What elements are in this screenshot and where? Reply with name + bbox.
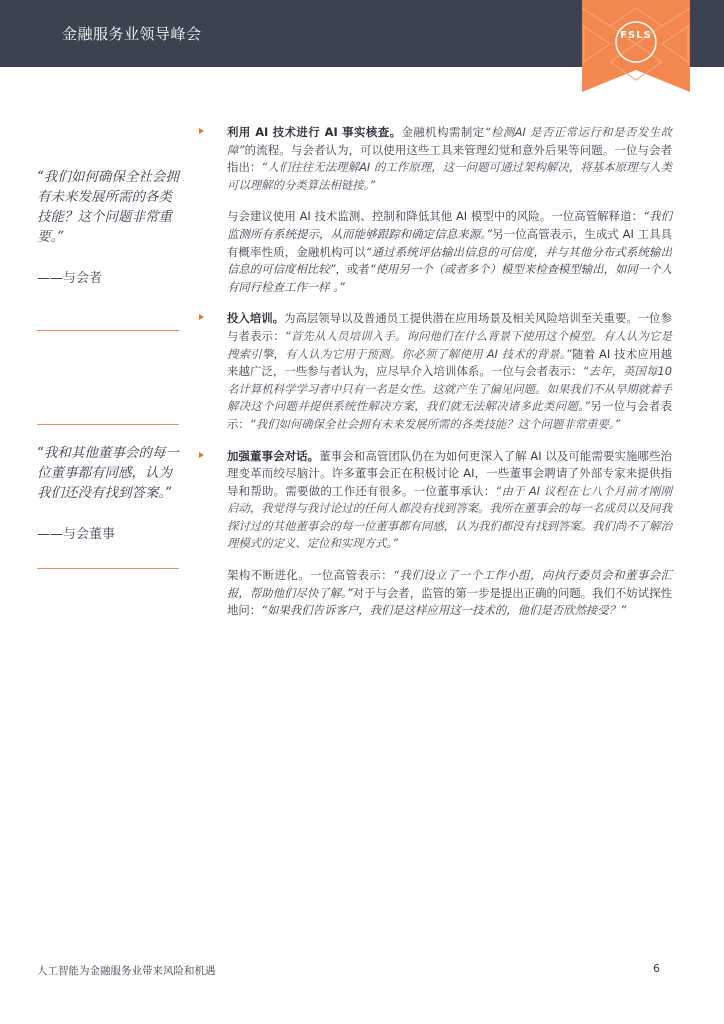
bullet-arrow-icon xyxy=(199,128,204,134)
bullet-quote: “去年，英国每10 名计算机科学学习者中只有一名是女性。这就产生了偏见问题。如果我们不从早期就着手解决这个问题并提供系统性解决方案，我们就无法解决诸多此类问题。” xyxy=(227,364,672,414)
bullet-quote: “首先从人员培训入手。询问他们在什么背景下使用这个模型。有人认为它是搜索引擎，有人认为它用于预测。你必须了解使用 AI 技术的背景。” xyxy=(227,328,672,361)
sidebar-quote-attribution: ——与会董事 xyxy=(37,527,116,542)
bullet-heading: 投入培训。 xyxy=(227,311,285,326)
paragraph-text: 对于与会者，监管的第一步是提出正确的问题。我们不妨试探性地问： xyxy=(227,585,672,618)
bullet-ai-fact-check xyxy=(227,124,672,194)
page-number: 6 xyxy=(653,962,660,975)
footer-title: 人工智能为金融服务业带来风险和机遇 xyxy=(37,965,216,977)
bullet-board-dialogue xyxy=(227,448,672,554)
paragraph xyxy=(227,208,672,296)
bullet-text: 董事会和高管团队仍在为如何更深入了解 AI 以及可能需要实施哪些治理变革而绞尽脑汁。许多董事会正在积极讨论 AI，一些董事会聘请了外部专家来提供指导和帮助。需要做的工作还有很多。一位董事承认： xyxy=(227,448,672,498)
badge-label: FSLS xyxy=(620,30,652,41)
sidebar-divider xyxy=(37,568,179,569)
sidebar-quote-2 xyxy=(37,443,179,545)
paragraph-text: ，或者 xyxy=(335,262,370,277)
main-content xyxy=(227,124,672,634)
bullet-text: 另一位与会者表示： xyxy=(227,399,672,431)
bullet-heading: 利用 AI 技术进行 AI 事实核查。 xyxy=(227,125,402,139)
sidebar-quote-text: “我们如何确保全社会拥有未来发展所需的各类技能？这个问题非常重要。” xyxy=(37,169,179,245)
paragraph-quote: “我们设立了一个工作小组，向执行委员会和董事会汇报，帮助他们尽快了解。” xyxy=(227,568,672,600)
bullet-text: 随着 AI 技术应用越来越广泛，一些参与者认为，应尽早介入培训体系。一位与会者表示： xyxy=(227,346,672,379)
badge-ribbon-shape xyxy=(582,0,690,92)
bullet-heading: 加强董事会对话。 xyxy=(227,448,320,463)
bullet-text: 的流程。与会者认为，可以使用这些工具来管理幻觉和意外后果等问题。一位与会者指出： xyxy=(227,142,672,175)
paragraph-quote: “我们监测所有系统提示，从而能够跟踪和确定信息来源。” xyxy=(227,209,672,241)
paragraph-text: 架构不断进化。一位高管表示： xyxy=(227,568,394,583)
paragraph-text: 与会建议使用 AI 技术监测、控制和降低其他 AI 模型中的风险。一位高管解释道： xyxy=(227,209,644,224)
bullet-quote: “检测AI 是否正常运行和是否发生故障” xyxy=(227,125,672,157)
bullet-quote: “我们如何确保全社会拥有未来发展所需的各类技能？这个问题非常重要。” xyxy=(249,416,621,431)
bullet-text: 金融机构需制定 xyxy=(401,125,485,139)
paragraph-text: 另一位高管表示，生成式 AI 工具具有概率性质，金融机构可以 xyxy=(227,226,672,259)
sidebar-divider xyxy=(37,330,179,331)
sidebar-divider xyxy=(37,424,179,425)
paragraph-quote: “使用另一个（或者多个）模型来检查模型输出，如同一个人有同行检查工作一样 。” xyxy=(227,262,672,294)
fsls-badge xyxy=(582,0,690,92)
bullet-arrow-icon xyxy=(199,314,204,320)
paragraph-quote: “如果我们告诉客户，我们是这样应用这一技术的，他们是否欣然接受？” xyxy=(261,603,627,618)
bullet-quote: “人们往往无法理解AI 的工作原理，这一问题可通过架构解决，将基本原理与人类可以理解的分类算法相链接。” xyxy=(227,160,672,192)
paragraph-quote: “通过系统评估输出信息的可信度，并与其他分布式系统输出信息的可信度相比较” xyxy=(227,244,672,277)
sidebar-quote-attribution: ——与会者 xyxy=(37,271,103,286)
bullet-quote: “由于 AI 议程在七八个月前才刚刚启动，我觉得与我讨论过的任何人都没有找到答案。我所在董事会的每一名成员以及同我探讨过的其他董事会的每一位董事都有同感，认为我们都没有找到答案。我们尚不了解治理模式的定义、定位和实现方式。” xyxy=(227,483,672,551)
bullet-training xyxy=(227,310,672,433)
sidebar-quote-1 xyxy=(37,167,179,289)
bullet-arrow-icon xyxy=(199,452,204,458)
header-title: 金融服务业领导峰会 xyxy=(62,25,202,43)
paragraph xyxy=(227,567,672,620)
sidebar-quote-text: “我和其他董事会的每一位董事都有同感，认为我们还没有找到答案。” xyxy=(37,445,179,501)
bullet-text: 为高层领导以及普通员工提供潜在应用场景及相关风险培训至关重要。一位参与者表示： xyxy=(227,311,672,343)
